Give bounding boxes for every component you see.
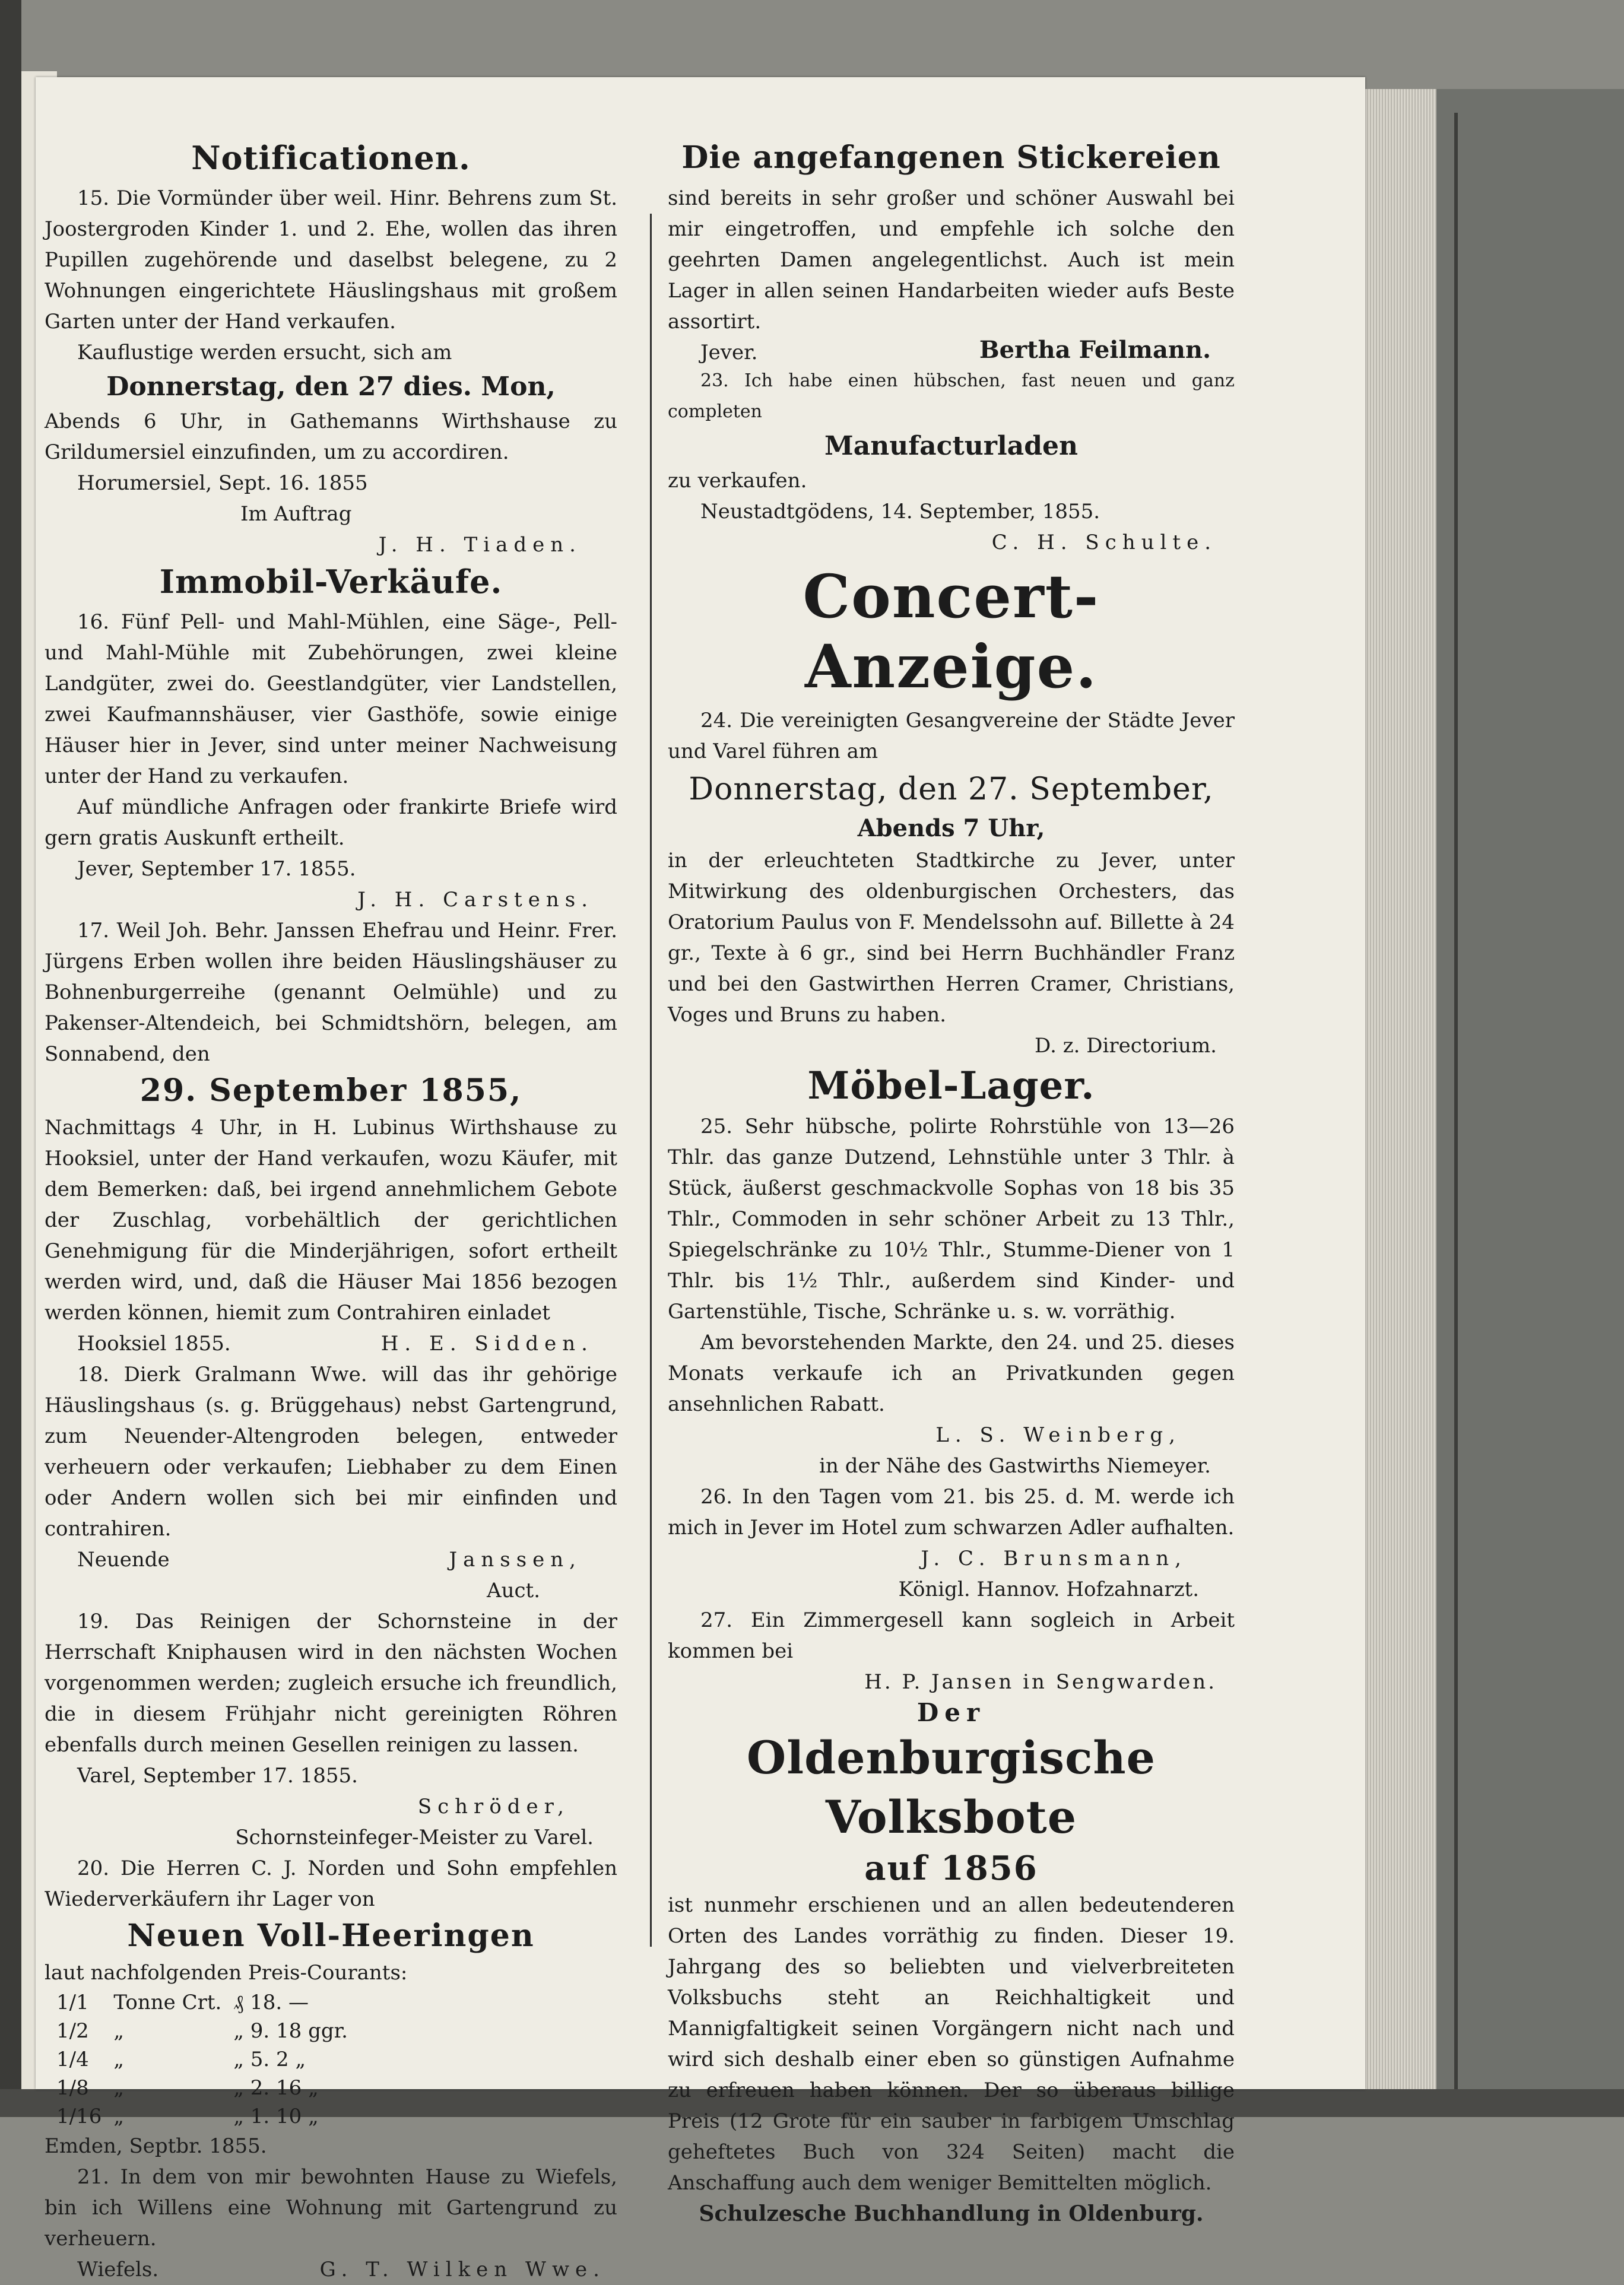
section-title-immobil: Immobil-Verkäufe. — [159, 563, 503, 601]
notice-15-text: 15. Die Vormünder über weil. Hinr. Behrens zum St. Joostergroden Kinder 1. und 2. Ehe, wollen das ihren Pupillen zugehörende und daselbst belegene, zu 2 Wohnungen eingerichtete Häuslingshaus mit großem Garten unter der Hand verkaufen. — [45, 186, 617, 334]
price-price: „ 1. 10 „ — [233, 2105, 319, 2128]
notice-23-signature: C. H. Schulte. — [991, 531, 1217, 554]
price-price: „ 2. 16 „ — [233, 2076, 319, 2100]
notice-24-date: Donnerstag, den 27. September, — [689, 772, 1214, 807]
notice-19 — [45, 1606, 617, 1853]
price-unit: Tonne Crt. — [113, 1991, 222, 2014]
notice-15 — [45, 183, 617, 560]
price-unit: „ — [113, 2019, 124, 2043]
notice-23-place: Neustadtgödens, 14. September, 1855. — [700, 500, 1100, 523]
price-unit: „ — [113, 2076, 124, 2100]
price-qty: 1/8 — [56, 2076, 89, 2100]
book-cover — [1436, 89, 1624, 2117]
price-qty: 1/1 — [56, 1991, 89, 2014]
stickereien-text: sind bereits in sehr großer und schöner Auswahl bei mir eingetroffen, und empfehle ich solche den geehrten Damen angelegentlichst. Auch ist mein Lager in allen seinen Handarbeiten wieder aufs Beste assortirt. — [668, 186, 1235, 334]
price-qty: 1/2 — [56, 2019, 89, 2043]
volksbote-title: Oldenburgische Volksbote — [747, 1731, 1156, 1843]
notice-21-place: Wiefels. — [77, 2258, 159, 2281]
volksbote-der: Der — [916, 1698, 986, 1727]
notice-19-role: Schornsteinfeger-Meister zu Varel. — [235, 1826, 594, 1849]
price-row — [56, 2102, 360, 2131]
price-price: „ 5. 2 „ — [233, 2048, 306, 2071]
stickereien-signature: Bertha Feilmann. — [979, 336, 1211, 364]
notice-20-headline: Neuen Voll-Heeringen — [127, 1918, 535, 1954]
notice-27-signature: H. P. Jansen in Sengwarden. — [864, 1670, 1217, 1694]
price-price: ₰ 18. — — [233, 1991, 309, 2014]
notice-20-text2: laut nachfolgenden Preis-Courants: — [45, 1961, 408, 1985]
notice-15-text3: Abends 6 Uhr, in Gathemanns Wirthshause zu Grildumersiel einzufinden, um zu accordiren. — [45, 410, 617, 464]
left-column — [45, 137, 617, 2285]
price-unit: „ — [113, 2105, 124, 2128]
price-qty: 1/16 — [56, 2105, 102, 2128]
concert-title: Concert-Anzeige. — [803, 561, 1100, 702]
notice-24-text2: in der erleuchteten Stadtkirche zu Jever, unter Mitwirkung des oldenburgischen Orchesters, das Oratorium Paulus von F. Mendelssohn auf. Billette à 24 gr., Texte à 6 gr., sind bei Herrn Buchhändler Franz und bei den Gastwirthen Herren Cramer, Christians, Voges und Bruns zu haben. — [668, 849, 1235, 1027]
notice-15-text2: Kauflustige werden ersucht, sich am — [77, 341, 452, 364]
notice-18-text: 18. Dierk Gralmann Wwe. will das ihr gehörige Häuslingshaus (s. g. Brüggehaus) nebst Gartengrund, zum Neuender-Altengroden belegen, entweder verheuern oder verkaufen; Liebhaber zu dem Einen oder Andern wollen sich bei mir einfinden und contrahiren. — [45, 1363, 617, 1541]
notice-21 — [45, 2162, 617, 2285]
stickereien-place: Jever. — [700, 341, 758, 364]
notice-26-role: Königl. Hannov. Hofzahnarzt. — [898, 1578, 1199, 1601]
price-row — [56, 2045, 360, 2074]
price-unit: „ — [113, 2048, 124, 2071]
notice-25-text2: Am bevorstehenden Markte, den 24. und 25. dieses Monats verkaufe ich an Privatkunden gegen ansehnlichen Rabatt. — [668, 1331, 1235, 1416]
notice-16-signature: J. H. Carstens. — [357, 888, 594, 912]
notice-20 — [45, 1853, 617, 2162]
notice-17-place: Hooksiel 1855. — [77, 1332, 231, 1356]
notice-15-place: Horumersiel, Sept. 16. 1855 — [77, 471, 368, 495]
notice-16-text2: Auf mündliche Anfragen oder frankirte Briefe wird gern gratis Auskunft ertheilt. — [45, 795, 617, 850]
stickereien-title: Die angefangenen Stickereien — [681, 139, 1221, 176]
notice-26-text: 26. In den Tagen vom 21. bis 25. d. M. werde ich mich in Jever im Hotel zum schwarzen Adler aufhalten. — [668, 1485, 1235, 1540]
price-row — [56, 2074, 360, 2102]
price-qty: 1/4 — [56, 2048, 89, 2071]
page-stack-edge — [1359, 89, 1442, 2089]
notice-23-text: 23. Ich habe einen hübschen, fast neuen und ganz completen — [668, 370, 1235, 422]
notice-15-auftrag: Im Auftrag — [240, 502, 352, 526]
notice-19-signature: Schröder, — [417, 1795, 570, 1819]
price-price: „ 9. 18 ggr. — [233, 2019, 348, 2043]
notice-25-signature: L. S. Weinberg, — [935, 1423, 1181, 1447]
notice-19-text: 19. Das Reinigen der Schornsteine in der Herrschaft Kniphausen wird in den nächsten Wochen vorgenommen werden; zugleich ersuche ich freundlich, die in diesem Frühjahr nicht gereinigten Röhren ebenfalls durch meinen Gesellen reinigen zu lassen. — [45, 1610, 617, 1757]
left-book-edge — [0, 0, 21, 2117]
notice-20-place: Emden, Septbr. 1855. — [45, 2134, 267, 2158]
price-row — [56, 1988, 360, 2017]
notice-27-text: 27. Ein Zimmergesell kann sogleich in Arbeit kommen bei — [668, 1608, 1235, 1663]
notice-17-signature: H. E. Sidden. — [380, 1332, 594, 1356]
right-column — [668, 137, 1235, 2229]
notice-21-text: 21. In dem von mir bewohnten Hause zu Wiefels, bin ich Willens eine Wohnung mit Gartengrund zu verheuern. — [45, 2165, 617, 2251]
notice-24-text: 24. Die vereinigten Gesangvereine der Städte Jever und Varel führen am — [668, 709, 1235, 763]
moebel-title: Möbel-Lager. — [807, 1064, 1095, 1108]
volksbote-year: auf 1856 — [864, 1849, 1038, 1888]
notice-19-place: Varel, September 17. 1855. — [77, 1764, 358, 1788]
notice-21-signature: G. T. Wilken Wwe. — [319, 2258, 605, 2281]
notice-18-role: Auct. — [487, 1579, 540, 1602]
notice-23-text2: zu verkaufen. — [668, 469, 807, 493]
notice-17-date: 29. September 1855, — [139, 1072, 522, 1109]
notice-26-signature: J. C. Brunsmann, — [921, 1547, 1187, 1570]
notice-23-headline: Manufacturladen — [824, 431, 1078, 461]
notice-24-time: Abends 7 Uhr, — [857, 814, 1045, 842]
notice-20-text: 20. Die Herren C. J. Norden und Sohn empfehlen Wiederverkäufern ihr Lager von — [45, 1856, 617, 1911]
notice-18-signature: Janssen, — [449, 1548, 582, 1572]
notice-25-text: 25. Sehr hübsche, polirte Rohrstühle von 13—26 Thlr. das ganze Dutzend, Lehnstühle unter 3 Thlr. à Stück, äußerst geschmackvolle Sophas von 18 bis 35 Thlr., Commoden in sehr schöner Arbeit zu 13 Thlr., Spiegelschränke zu 10½ Thlr., Stumme-Diener von 1 Thlr. bis 1½ Thlr., außerdem sind Kinder- und Gartenstühle, Tische, Schränke u. s. w. vorräthig. — [668, 1115, 1235, 1324]
column-divider — [650, 214, 652, 1947]
volksbote-text: ist nunmehr erschienen und an allen bedeutenderen Orten des Landes vorräthig zu finden. Dieser 19. Jahrgang des so beliebten und vielverbreiteten Volksbuchs steht an Reichhaltigkeit und Mannigfaltigkeit seinen Vorgängern nicht nach und wird sich deshalb einer eben so günstigen Aufnahme zu erfreuen haben können. Der so überaus billige Preis (12 Grote für ein sauber in farbigem Umschlag geheftetes Buch von 324 Seiten) macht die Anschaffung auch dem weniger Bemittelten möglich. — [668, 1893, 1235, 2195]
notice-25-signature2: in der Nähe des Gastwirths Niemeyer. — [819, 1454, 1211, 1478]
notice-17-text: 17. Weil Joh. Behr. Janssen Ehefrau und Heinr. Frer. Jürgens Erben wollen ihre beiden Häuslingshäuser zu Bohnenburgerreihe (genannt Oelmühle) und zu Pakenser-Altendeich, bei Schmidtshörn, belegen, am Sonnabend, den — [45, 919, 617, 1066]
price-table — [56, 1988, 360, 2131]
notice-18-place: Neuende — [77, 1548, 170, 1572]
volksbote-signature: Schulzesche Buchhandlung in Oldenburg. — [699, 2201, 1204, 2226]
notice-18 — [45, 1359, 617, 1606]
section-title-notificationen: Notificationen. — [191, 139, 471, 177]
notice-16 — [45, 607, 617, 915]
notice-16-place: Jever, September 17. 1855. — [77, 857, 356, 881]
price-row — [56, 2017, 360, 2045]
notice-17-text2: Nachmittags 4 Uhr, in H. Lubinus Wirthshause zu Hooksiel, unter der Hand verkaufen, wozu Käufer, mit dem Bemerken: daß, bei irgend annehmlichem Gebote der Zuschlag, vorbehältlich der gerichtlichen Genehmigung für die Minderjährigen, sofort ertheilt werden wird, und, daß die Häuser Mai 1856 bezogen werden können, hiemit zum Contrahiren einladet — [45, 1116, 617, 1325]
notice-15-date: Donnerstag, den 27 dies. Mon, — [106, 372, 556, 402]
notice-15-signature: J. H. Tiaden. — [378, 533, 582, 557]
notice-24-signature: D. z. Directorium. — [1035, 1034, 1217, 1058]
notice-16-text: 16. Fünf Pell- und Mahl-Mühlen, eine Säge-, Pell- und Mahl-Mühle mit Zubehörungen, zwei kleine Landgüter, zwei do. Geestlandgüter, vier Landstellen, zwei Kaufmannshäuser, vier Gasthöfe, sowie einige Häuser hier in Jever, sind unter meiner Nachweisung unter der Hand zu verkaufen. — [45, 610, 617, 788]
notice-17 — [45, 915, 617, 1359]
